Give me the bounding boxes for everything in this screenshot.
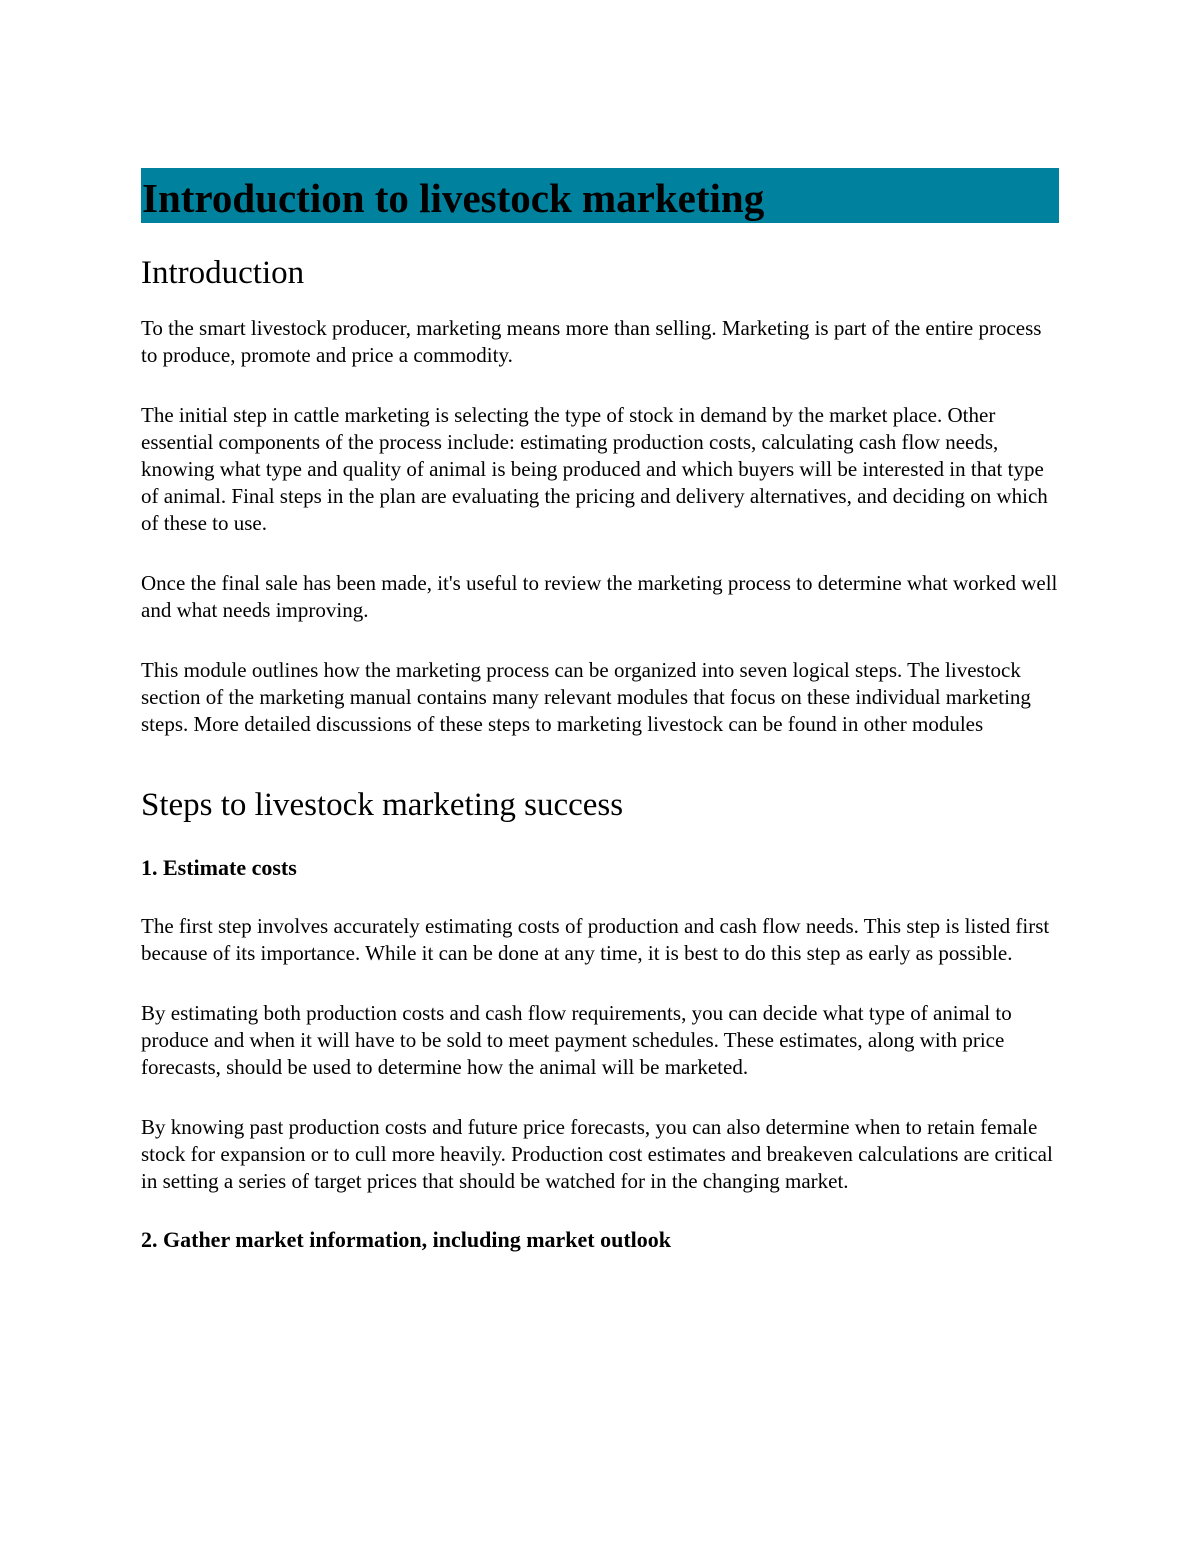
document-content xyxy=(141,168,1059,1255)
intro-paragraph: Once the final sale has been made, it's useful to review the marketing process to determine what worked well and what needs improving. xyxy=(141,571,1058,622)
step-1-paragraph: By estimating both production costs and cash flow requirements, you can decide what type of animal to produce and when it will have to be sold to meet payment schedules. These estimates, along with price forecasts, should be used to determine how the animal will be marketed. xyxy=(141,1001,1012,1079)
step-1-paragraph: By knowing past production costs and future price forecasts, you can also determine when to retain female stock for expansion or to cull more heavily. Production cost estimates and breakeven calculations are critical in setting a series of target prices that should be watched for in the changing market. xyxy=(141,1115,1053,1193)
step-1-paragraph: The first step involves accurately estimating costs of production and cash flow needs. This step is listed first because of its importance. While it can be done at any time, it is best to do this step as early as possible. xyxy=(141,914,1050,965)
step-1-heading: 1. Estimate costs xyxy=(141,855,297,880)
introduction-heading: Introduction xyxy=(141,255,305,291)
steps-heading: Steps to livestock marketing success xyxy=(141,787,624,823)
intro-paragraph: The initial step in cattle marketing is selecting the type of stock in demand by the market place. Other essential components of the process include: estimating production costs, calculating cash flow needs, knowing what type and quality of animal is being produced and which buyers will be interested in that type of animal. Final steps in the plan are evaluating the pricing and delivery alternatives, and deciding on which of these to use. xyxy=(141,403,1048,535)
intro-paragraph: This module outlines how the marketing process can be organized into seven logical steps. The livestock section of the marketing manual contains many relevant modules that focus on these individual marketing steps. More detailed discussions of these steps to marketing livestock can be found in other modules xyxy=(141,658,1031,736)
step-2-heading: 2. Gather market information, including market outlook xyxy=(141,1227,672,1252)
document-title: Introduction to livestock marketing xyxy=(141,168,1059,223)
intro-paragraph: To the smart livestock producer, marketing means more than selling. Marketing is part of the entire process to produce, promote and price a commodity. xyxy=(141,316,1042,367)
